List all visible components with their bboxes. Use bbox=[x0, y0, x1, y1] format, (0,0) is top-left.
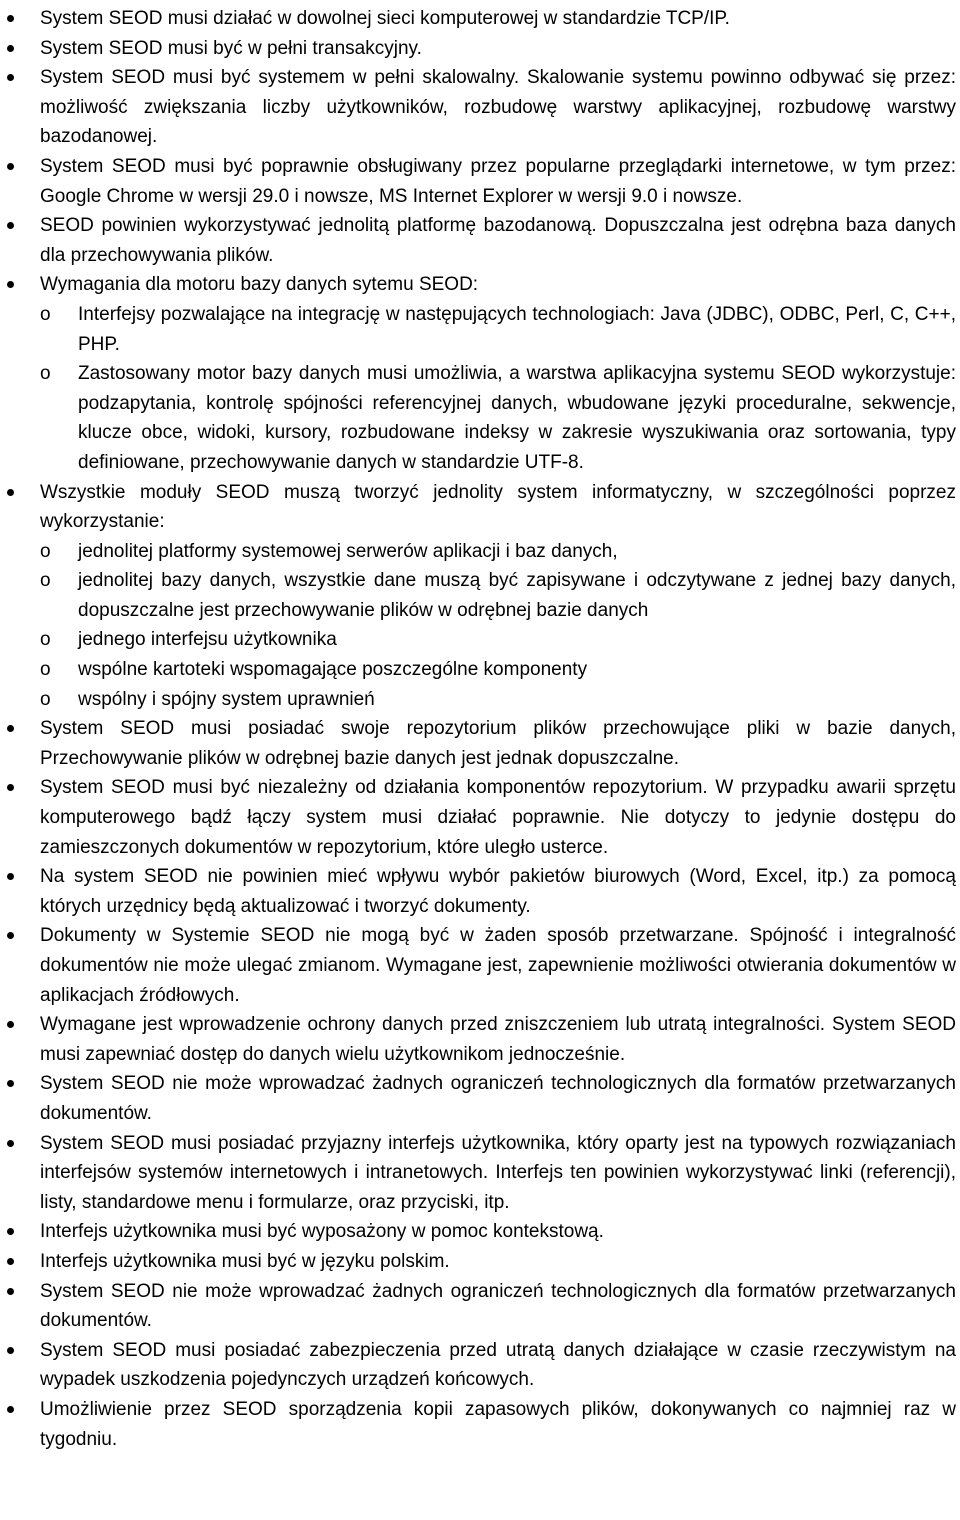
list-item: System SEOD musi posiadać swoje repozytorium plików przechowujące pliki w bazie danych, Przechowywanie plików w odrębnej bazie danych jest jednak dopuszczalne. bbox=[0, 714, 960, 773]
list-item: System SEOD musi być poprawnie obsługiwany przez popularne przeglądarki internetowe, w tym przez: Google Chrome w wersji 29.0 i nowsze, MS Internet Explorer w wersji 9.0 i nowsze. bbox=[0, 152, 960, 211]
list-item: System SEOD nie może wprowadzać żadnych ograniczeń technologicznych dla formatów przetwarzanych dokumentów. bbox=[0, 1277, 960, 1336]
sub-bullet-marker: o bbox=[40, 629, 51, 651]
sub-list-item bbox=[0, 300, 956, 359]
sub-bullet-marker: o bbox=[40, 659, 51, 681]
list-item: Interfejs użytkownika musi być w języku polskim. bbox=[0, 1247, 960, 1277]
sub-list-item-text: jednego interfejsu użytkownika bbox=[78, 629, 337, 651]
list-item: System SEOD musi być systemem w pełni skalowalny. Skalowanie systemu powinno odbywać się przez: możliwość zwiększania liczby użytkowników, rozbudowę warstwy aplikacyjnej, rozbudowę warstwy bazodanowej. bbox=[0, 63, 960, 152]
sub-list bbox=[40, 300, 956, 478]
list-item bbox=[0, 270, 960, 477]
sub-list bbox=[40, 537, 956, 715]
list-item-text: Wszystkie moduły SEOD muszą tworzyć jednolity system informatyczny, w szczególności poprzez wykorzystanie: bbox=[40, 481, 956, 533]
list-item-text: Wymagania dla motoru bazy danych sytemu SEOD: bbox=[40, 274, 479, 296]
sub-bullet-marker: o bbox=[40, 688, 51, 710]
list-item: SEOD powinien wykorzystywać jednolitą platformę bazodanową. Dopuszczalna jest odrębna baza danych dla przechowywania plików. bbox=[0, 211, 960, 270]
list-item: System SEOD musi działać w dowolnej sieci komputerowej w standardzie TCP/IP. bbox=[0, 4, 960, 34]
sub-bullet-marker: o bbox=[40, 363, 51, 385]
sub-list-item bbox=[0, 537, 956, 567]
list-item: System SEOD nie może wprowadzać żadnych ograniczeń technologicznych dla formatów przetwarzanych dokumentów. bbox=[0, 1069, 960, 1128]
sub-bullet-marker: o bbox=[40, 540, 51, 562]
sub-bullet-marker: o bbox=[40, 303, 51, 325]
list-item: Wymagane jest wprowadzenie ochrony danych przed zniszczeniem lub utratą integralności. System SEOD musi zapewniać dostęp do danych wielu użytkownikom jednocześnie. bbox=[0, 1010, 960, 1069]
list-item bbox=[0, 478, 960, 715]
list-item: System SEOD musi posiadać przyjazny interfejs użytkownika, który oparty jest na typowych rozwiązaniach interfejsów systemów internetowych i intranetowych. Interfejs ten powinien wykorzystywać linki (referencji), listy, standardowe menu i formularze, oraz przyciski, itp. bbox=[0, 1129, 960, 1218]
list-item: Na system SEOD nie powinien mieć wpływu wybór pakietów biurowych (Word, Excel, itp.) za pomocą których urzędnicy będą aktualizować i tworzyć dokumenty. bbox=[0, 862, 960, 921]
sub-list-item-text: Zastosowany motor bazy danych musi umożliwia, a warstwa aplikacyjna systemu SEOD wykorzystuje: podzapytania, kontrolę spójności referencyjnej danych, wbudowane języki proceduralne, sekwencje, klucze obce, widoki, kursory, rozbudowane indeksy w zakresie wyszukiwania oraz sortowania, typy definiowane, przechowywanie danych w standardzie UTF-8. bbox=[78, 363, 956, 473]
list-item: Umożliwienie przez SEOD sporządzenia kopii zapasowych plików, dokonywanych co najmniej raz w tygodniu. bbox=[0, 1395, 960, 1454]
sub-bullet-marker: o bbox=[40, 570, 51, 592]
sub-list-item-text: jednolitej platformy systemowej serwerów aplikacji i baz danych, bbox=[78, 540, 618, 562]
sub-list-item bbox=[0, 655, 956, 685]
sub-list-item-text: jednolitej bazy danych, wszystkie dane muszą być zapisywane i odczytywane z jednej bazy danych, dopuszczalne jest przechowywanie plików w odrębnej bazie danych bbox=[78, 570, 956, 621]
list-item: Interfejs użytkownika musi być wyposażony w pomoc kontekstową. bbox=[0, 1217, 960, 1247]
list-item: System SEOD musi być niezależny od działania komponentów repozytorium. W przypadku awarii sprzętu komputerowego bądź łączy system musi działać poprawnie. Nie dotyczy to jedynie dostępu do zamieszczonych dokumentów w repozytorium, które uległo usterce. bbox=[0, 773, 960, 862]
list-item: System SEOD musi być w pełni transakcyjny. bbox=[0, 34, 960, 64]
list-item: Dokumenty w Systemie SEOD nie mogą być w żaden sposób przetwarzane. Spójność i integralność dokumentów nie może ulegać zmianom. Wymagane jest, zapewnienie możliwości otwierania dokumentów w aplikacjach źródłowych. bbox=[0, 921, 960, 1010]
list-item: System SEOD musi posiadać zabezpieczenia przed utratą danych działające w czasie rzeczywistym na wypadek uszkodzenia pojedynczych urządzeń końcowych. bbox=[0, 1336, 960, 1395]
sub-list-item bbox=[0, 625, 956, 655]
sub-list-item bbox=[0, 685, 956, 715]
sub-list-item-text: Interfejsy pozwalające na integrację w następujących technologiach: Java (JDBC), ODBC, Perl, C, C++, PHP. bbox=[78, 303, 956, 355]
sub-list-item-text: wspólny i spójny system uprawnień bbox=[78, 688, 375, 710]
sub-list-item bbox=[0, 359, 956, 477]
sub-list-item bbox=[0, 566, 956, 625]
sub-list-item-text: wspólne kartoteki wspomagające poszczególne komponenty bbox=[78, 659, 588, 681]
